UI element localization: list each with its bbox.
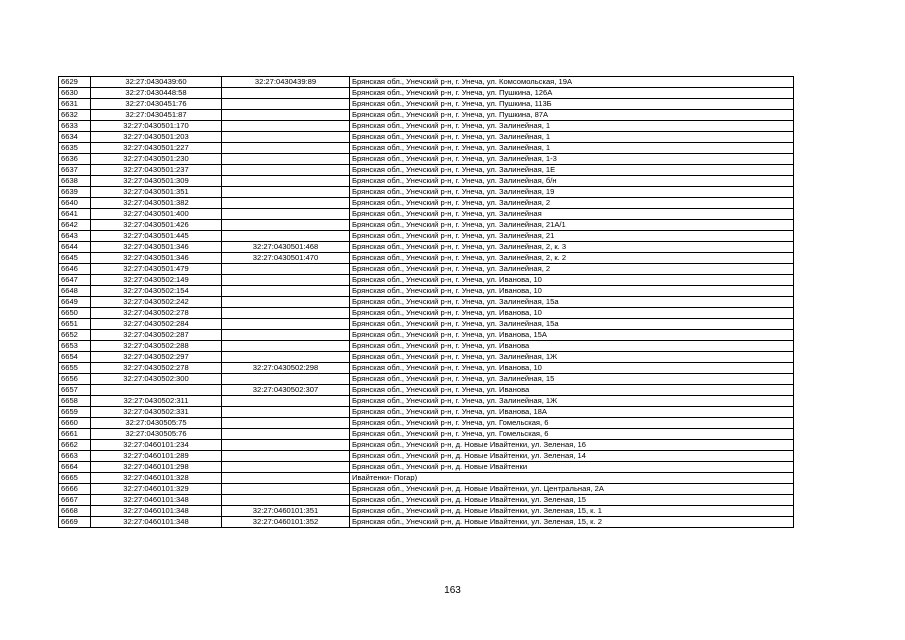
table-row bbox=[59, 143, 794, 154]
cadastral-number-cell: 32:27:0430502:154 bbox=[91, 286, 222, 297]
linked-cadastral-number-cell bbox=[222, 462, 350, 473]
row-number-cell: 6631 bbox=[59, 99, 91, 110]
table-row bbox=[59, 396, 794, 407]
cadastral-number-cell: 32:27:0430501:382 bbox=[91, 198, 222, 209]
address-cell: Брянская обл., Унечский р-н, г. Унеча, ул. Гомельская, 6 bbox=[350, 418, 794, 429]
linked-cadastral-number-cell: 32:27:0430501:468 bbox=[222, 242, 350, 253]
linked-cadastral-number-cell bbox=[222, 319, 350, 330]
table-row bbox=[59, 209, 794, 220]
linked-cadastral-number-cell bbox=[222, 330, 350, 341]
cadastral-number-cell: 32:27:0430502:331 bbox=[91, 407, 222, 418]
linked-cadastral-number-cell bbox=[222, 198, 350, 209]
cadastral-number-cell: 32:27:0430502:284 bbox=[91, 319, 222, 330]
linked-cadastral-number-cell bbox=[222, 264, 350, 275]
address-cell: Ивайтенки- Погар) bbox=[350, 473, 794, 484]
table-row bbox=[59, 198, 794, 209]
cadastral-number-cell: 32:27:0430501:309 bbox=[91, 176, 222, 187]
row-number-cell: 6644 bbox=[59, 242, 91, 253]
table-row bbox=[59, 99, 794, 110]
table-row bbox=[59, 407, 794, 418]
linked-cadastral-number-cell bbox=[222, 429, 350, 440]
linked-cadastral-number-cell: 32:27:0460101:351 bbox=[222, 506, 350, 517]
table-row bbox=[59, 319, 794, 330]
address-cell: Брянская обл., Унечский р-н, г. Унеча, ул. Залинейная, 1Ж bbox=[350, 352, 794, 363]
cadastral-number-cell: 32:27:0430501:203 bbox=[91, 132, 222, 143]
table-row bbox=[59, 374, 794, 385]
linked-cadastral-number-cell bbox=[222, 220, 350, 231]
row-number-cell: 6666 bbox=[59, 484, 91, 495]
linked-cadastral-number-cell bbox=[222, 209, 350, 220]
address-cell: Брянская обл., Унечский р-н, г. Унеча, ул. Залинейная, б/н bbox=[350, 176, 794, 187]
linked-cadastral-number-cell bbox=[222, 88, 350, 99]
cadastral-number-cell: 32:27:0460101:348 bbox=[91, 506, 222, 517]
address-cell: Брянская обл., Унечский р-н, г. Унеча, ул. Залинейная, 1Е bbox=[350, 165, 794, 176]
linked-cadastral-number-cell bbox=[222, 286, 350, 297]
address-cell: Брянская обл., Унечский р-н, г. Унеча, ул. Залинейная, 21 bbox=[350, 231, 794, 242]
table-row bbox=[59, 242, 794, 253]
address-cell: Брянская обл., Унечский р-н, г. Унеча, ул. Залинейная, 15 bbox=[350, 374, 794, 385]
cadastral-number-cell: 32:27:0460101:329 bbox=[91, 484, 222, 495]
address-cell: Брянская обл., Унечский р-н, г. Унеча, ул. Залинейная, 1 bbox=[350, 121, 794, 132]
row-number-cell: 6635 bbox=[59, 143, 91, 154]
linked-cadastral-number-cell bbox=[222, 143, 350, 154]
registry-table bbox=[58, 76, 794, 528]
cadastral-number-cell: 32:27:0430451:76 bbox=[91, 99, 222, 110]
address-cell: Брянская обл., Унечский р-н, г. Унеча, ул. Пушкина, 113Б bbox=[350, 99, 794, 110]
address-cell: Брянская обл., Унечский р-н, г. Унеча, ул. Иванова, 10 bbox=[350, 286, 794, 297]
table-row bbox=[59, 253, 794, 264]
cadastral-number-cell: 32:27:0430501:230 bbox=[91, 154, 222, 165]
row-number-cell: 6663 bbox=[59, 451, 91, 462]
cadastral-number-cell: 32:27:0430439:60 bbox=[91, 77, 222, 88]
address-cell: Брянская обл., Унечский р-н, г. Унеча, ул. Пушкина, 87А bbox=[350, 110, 794, 121]
cadastral-number-cell: 32:27:0430502:278 bbox=[91, 308, 222, 319]
cadastral-number-cell: 32:27:0430501:351 bbox=[91, 187, 222, 198]
cadastral-number-cell: 32:27:0430501:170 bbox=[91, 121, 222, 132]
table-row bbox=[59, 275, 794, 286]
table-row bbox=[59, 451, 794, 462]
cadastral-number-cell: 32:27:0430501:400 bbox=[91, 209, 222, 220]
cadastral-number-cell: 32:27:0430501:346 bbox=[91, 253, 222, 264]
linked-cadastral-number-cell bbox=[222, 352, 350, 363]
linked-cadastral-number-cell bbox=[222, 132, 350, 143]
row-number-cell: 6645 bbox=[59, 253, 91, 264]
linked-cadastral-number-cell bbox=[222, 407, 350, 418]
cadastral-number-cell: 32:27:0430501:445 bbox=[91, 231, 222, 242]
cadastral-number-cell: 32:27:0430502:278 bbox=[91, 363, 222, 374]
row-number-cell: 6649 bbox=[59, 297, 91, 308]
table-row bbox=[59, 341, 794, 352]
table-row bbox=[59, 484, 794, 495]
address-cell: Брянская обл., Унечский р-н, г. Унеча, ул. Залинейная, 1 bbox=[350, 143, 794, 154]
cadastral-number-cell: 32:27:0430502:300 bbox=[91, 374, 222, 385]
linked-cadastral-number-cell: 32:27:0430439:89 bbox=[222, 77, 350, 88]
address-cell: Брянская обл., Унечский р-н, г. Унеча, ул. Иванова, 15А bbox=[350, 330, 794, 341]
table-row bbox=[59, 517, 794, 528]
row-number-cell: 6669 bbox=[59, 517, 91, 528]
table-row bbox=[59, 220, 794, 231]
linked-cadastral-number-cell bbox=[222, 451, 350, 462]
cadastral-number-cell: 32:27:0460101:348 bbox=[91, 495, 222, 506]
address-cell: Брянская обл., Унечский р-н, г. Унеча, ул. Иванова bbox=[350, 385, 794, 396]
cadastral-number-cell: 32:27:0430502:311 bbox=[91, 396, 222, 407]
row-number-cell: 6634 bbox=[59, 132, 91, 143]
linked-cadastral-number-cell bbox=[222, 495, 350, 506]
row-number-cell: 6640 bbox=[59, 198, 91, 209]
table-row bbox=[59, 176, 794, 187]
address-cell: Брянская обл., Унечский р-н, г. Унеча, ул. Залинейная bbox=[350, 209, 794, 220]
row-number-cell: 6650 bbox=[59, 308, 91, 319]
address-cell: Брянская обл., Унечский р-н, д. Новые Ивайтенки, ул. Зеленая, 15, к. 2 bbox=[350, 517, 794, 528]
address-cell: Брянская обл., Унечский р-н, д. Новые Ивайтенки, ул. Зеленая, 15, к. 1 bbox=[350, 506, 794, 517]
row-number-cell: 6638 bbox=[59, 176, 91, 187]
row-number-cell: 6637 bbox=[59, 165, 91, 176]
linked-cadastral-number-cell bbox=[222, 440, 350, 451]
address-cell: Брянская обл., Унечский р-н, г. Унеча, ул. Гомельская, 6 bbox=[350, 429, 794, 440]
linked-cadastral-number-cell bbox=[222, 484, 350, 495]
linked-cadastral-number-cell bbox=[222, 297, 350, 308]
address-cell: Брянская обл., Унечский р-н, г. Унеча, ул. Комсомольская, 19А bbox=[350, 77, 794, 88]
table-row bbox=[59, 165, 794, 176]
table-row bbox=[59, 363, 794, 374]
row-number-cell: 6664 bbox=[59, 462, 91, 473]
row-number-cell: 6654 bbox=[59, 352, 91, 363]
cadastral-number-cell: 32:27:0430501:227 bbox=[91, 143, 222, 154]
address-cell: Брянская обл., Унечский р-н, д. Новые Ивайтенки, ул. Центральная, 2А bbox=[350, 484, 794, 495]
row-number-cell: 6630 bbox=[59, 88, 91, 99]
address-cell: Брянская обл., Унечский р-н, г. Унеча, ул. Залинейная, 2 bbox=[350, 264, 794, 275]
address-cell: Брянская обл., Унечский р-н, г. Унеча, ул. Залинейная, 19 bbox=[350, 187, 794, 198]
linked-cadastral-number-cell bbox=[222, 308, 350, 319]
linked-cadastral-number-cell bbox=[222, 99, 350, 110]
cadastral-number-cell: 32:27:0460101:289 bbox=[91, 451, 222, 462]
linked-cadastral-number-cell bbox=[222, 154, 350, 165]
address-cell: Брянская обл., Унечский р-н, г. Унеча, ул. Пушкина, 126А bbox=[350, 88, 794, 99]
linked-cadastral-number-cell bbox=[222, 418, 350, 429]
cadastral-number-cell: 32:27:0430501:479 bbox=[91, 264, 222, 275]
row-number-cell: 6665 bbox=[59, 473, 91, 484]
cadastral-number-cell: 32:27:0460101:298 bbox=[91, 462, 222, 473]
linked-cadastral-number-cell bbox=[222, 473, 350, 484]
address-cell: Брянская обл., Унечский р-н, г. Унеча, ул. Иванова, 10 bbox=[350, 275, 794, 286]
address-cell: Брянская обл., Унечский р-н, г. Унеча, ул. Иванова, 10 bbox=[350, 363, 794, 374]
cadastral-number-cell: 32:27:0430448:58 bbox=[91, 88, 222, 99]
linked-cadastral-number-cell bbox=[222, 275, 350, 286]
row-number-cell: 6643 bbox=[59, 231, 91, 242]
table-row bbox=[59, 308, 794, 319]
linked-cadastral-number-cell bbox=[222, 341, 350, 352]
row-number-cell: 6647 bbox=[59, 275, 91, 286]
row-number-cell: 6657 bbox=[59, 385, 91, 396]
table-row bbox=[59, 121, 794, 132]
row-number-cell: 6636 bbox=[59, 154, 91, 165]
table-row bbox=[59, 330, 794, 341]
address-cell: Брянская обл., Унечский р-н, г. Унеча, ул. Залинейная, 1Ж bbox=[350, 396, 794, 407]
address-cell: Брянская обл., Унечский р-н, д. Новые Ивайтенки bbox=[350, 462, 794, 473]
linked-cadastral-number-cell: 32:27:0460101:352 bbox=[222, 517, 350, 528]
table-row bbox=[59, 297, 794, 308]
linked-cadastral-number-cell: 32:27:0430501:470 bbox=[222, 253, 350, 264]
table-row bbox=[59, 187, 794, 198]
row-number-cell: 6659 bbox=[59, 407, 91, 418]
linked-cadastral-number-cell bbox=[222, 396, 350, 407]
cadastral-number-cell: 32:27:0430501:346 bbox=[91, 242, 222, 253]
row-number-cell: 6633 bbox=[59, 121, 91, 132]
table-row bbox=[59, 440, 794, 451]
row-number-cell: 6668 bbox=[59, 506, 91, 517]
linked-cadastral-number-cell bbox=[222, 374, 350, 385]
cadastral-number-cell bbox=[91, 385, 222, 396]
address-cell: Брянская обл., Унечский р-н, д. Новые Ивайтенки, ул. Зеленая, 15 bbox=[350, 495, 794, 506]
address-cell: Брянская обл., Унечский р-н, г. Унеча, ул. Иванова, 18А bbox=[350, 407, 794, 418]
cadastral-number-cell: 32:27:0430451:87 bbox=[91, 110, 222, 121]
row-number-cell: 6660 bbox=[59, 418, 91, 429]
row-number-cell: 6632 bbox=[59, 110, 91, 121]
address-cell: Брянская обл., Унечский р-н, г. Унеча, ул. Иванова, 10 bbox=[350, 308, 794, 319]
cadastral-number-cell: 32:27:0430505:75 bbox=[91, 418, 222, 429]
address-cell: Брянская обл., Унечский р-н, г. Унеча, ул. Залинейная, 15а bbox=[350, 319, 794, 330]
address-cell: Брянская обл., Унечский р-н, г. Унеча, ул. Иванова bbox=[350, 341, 794, 352]
address-cell: Брянская обл., Унечский р-н, г. Унеча, ул. Залинейная, 2, к. 3 bbox=[350, 242, 794, 253]
linked-cadastral-number-cell: 32:27:0430502:307 bbox=[222, 385, 350, 396]
address-cell: Брянская обл., Унечский р-н, г. Унеча, ул. Залинейная, 1-3 bbox=[350, 154, 794, 165]
cadastral-number-cell: 32:27:0430501:237 bbox=[91, 165, 222, 176]
table-row bbox=[59, 352, 794, 363]
linked-cadastral-number-cell bbox=[222, 187, 350, 198]
table-row bbox=[59, 286, 794, 297]
row-number-cell: 6661 bbox=[59, 429, 91, 440]
table-row bbox=[59, 110, 794, 121]
row-number-cell: 6646 bbox=[59, 264, 91, 275]
linked-cadastral-number-cell bbox=[222, 231, 350, 242]
row-number-cell: 6651 bbox=[59, 319, 91, 330]
page-number: 163 bbox=[444, 585, 461, 596]
table-row bbox=[59, 495, 794, 506]
cadastral-number-cell: 32:27:0460101:234 bbox=[91, 440, 222, 451]
cadastral-number-cell: 32:27:0430502:288 bbox=[91, 341, 222, 352]
row-number-cell: 6629 bbox=[59, 77, 91, 88]
table-row bbox=[59, 132, 794, 143]
table-row bbox=[59, 154, 794, 165]
row-number-cell: 6656 bbox=[59, 374, 91, 385]
row-number-cell: 6667 bbox=[59, 495, 91, 506]
row-number-cell: 6639 bbox=[59, 187, 91, 198]
row-number-cell: 6658 bbox=[59, 396, 91, 407]
cadastral-number-cell: 32:27:0430505:76 bbox=[91, 429, 222, 440]
cadastral-number-cell: 32:27:0430502:297 bbox=[91, 352, 222, 363]
address-cell: Брянская обл., Унечский р-н, г. Унеча, ул. Залинейная, 1 bbox=[350, 132, 794, 143]
address-cell: Брянская обл., Унечский р-н, г. Унеча, ул. Залинейная, 2 bbox=[350, 198, 794, 209]
row-number-cell: 6662 bbox=[59, 440, 91, 451]
row-number-cell: 6648 bbox=[59, 286, 91, 297]
address-cell: Брянская обл., Унечский р-н, г. Унеча, ул. Залинейная, 2, к. 2 bbox=[350, 253, 794, 264]
address-cell: Брянская обл., Унечский р-н, г. Унеча, ул. Залинейная, 15а bbox=[350, 297, 794, 308]
table-row bbox=[59, 264, 794, 275]
registry-table-body bbox=[59, 77, 794, 528]
table-row bbox=[59, 88, 794, 99]
linked-cadastral-number-cell bbox=[222, 121, 350, 132]
table-row bbox=[59, 462, 794, 473]
cadastral-number-cell: 32:27:0430502:287 bbox=[91, 330, 222, 341]
cadastral-number-cell: 32:27:0430502:242 bbox=[91, 297, 222, 308]
linked-cadastral-number-cell bbox=[222, 110, 350, 121]
table-row bbox=[59, 506, 794, 517]
row-number-cell: 6642 bbox=[59, 220, 91, 231]
row-number-cell: 6655 bbox=[59, 363, 91, 374]
address-cell: Брянская обл., Унечский р-н, д. Новые Ивайтенки, ул. Зеленая, 16 bbox=[350, 440, 794, 451]
table-row bbox=[59, 385, 794, 396]
cadastral-number-cell: 32:27:0460101:328 bbox=[91, 473, 222, 484]
linked-cadastral-number-cell bbox=[222, 165, 350, 176]
row-number-cell: 6653 bbox=[59, 341, 91, 352]
address-cell: Брянская обл., Унечский р-н, д. Новые Ивайтенки, ул. Зеленая, 14 bbox=[350, 451, 794, 462]
table-row bbox=[59, 473, 794, 484]
cadastral-number-cell: 32:27:0430502:149 bbox=[91, 275, 222, 286]
row-number-cell: 6652 bbox=[59, 330, 91, 341]
linked-cadastral-number-cell bbox=[222, 176, 350, 187]
address-cell: Брянская обл., Унечский р-н, г. Унеча, ул. Залинейная, 21А/1 bbox=[350, 220, 794, 231]
row-number-cell: 6641 bbox=[59, 209, 91, 220]
table-row bbox=[59, 231, 794, 242]
table-row bbox=[59, 429, 794, 440]
cadastral-number-cell: 32:27:0460101:348 bbox=[91, 517, 222, 528]
table-row bbox=[59, 418, 794, 429]
cadastral-number-cell: 32:27:0430501:426 bbox=[91, 220, 222, 231]
linked-cadastral-number-cell: 32:27:0430502:298 bbox=[222, 363, 350, 374]
table-row bbox=[59, 77, 794, 88]
